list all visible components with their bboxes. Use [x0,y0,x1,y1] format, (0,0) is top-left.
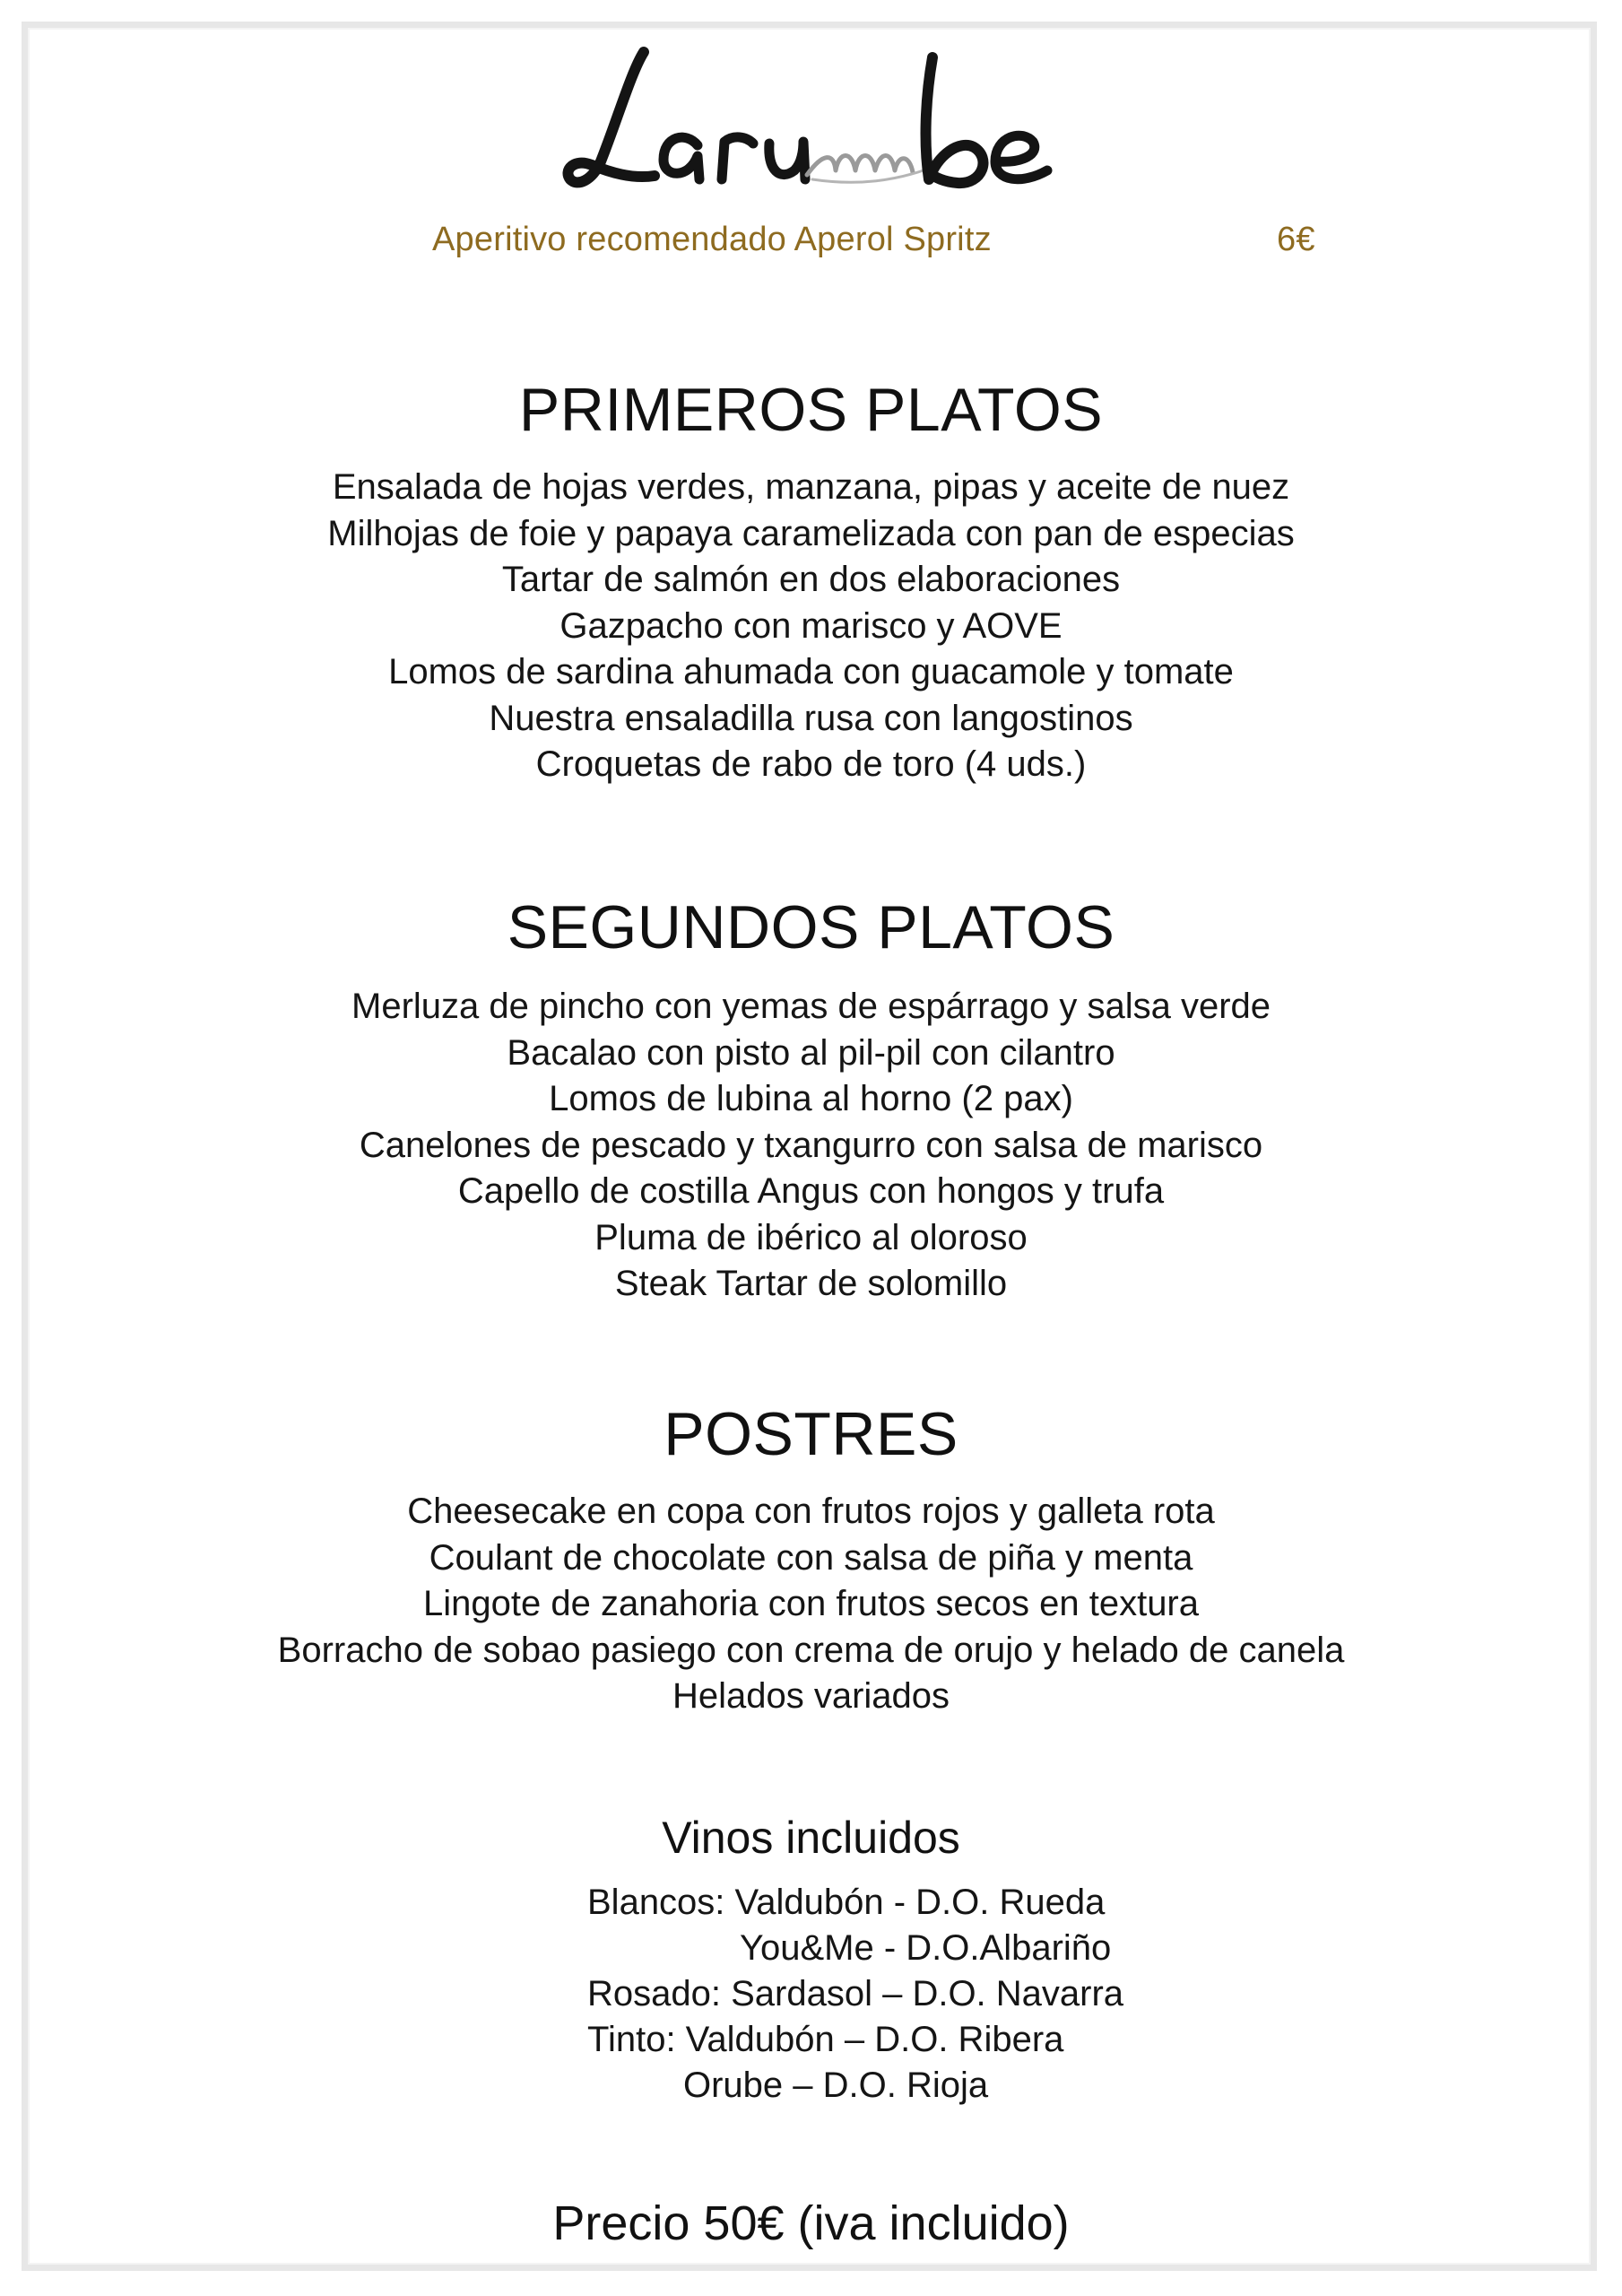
aperitivo-price: 6€ [1277,221,1315,258]
dish-list-postres [0,1489,1622,1720]
wine-line-tinto: Tinto: Valdubón – D.O. Ribera [587,2020,1064,2059]
dish-item: Merluza de pincho con yemas de espárrago y salsa verde [351,987,1271,1026]
section-title-segundos: SEGUNDOS PLATOS [507,893,1115,961]
dish-item: Canelones de pescado y txangurro con salsa de marisco [359,1125,1263,1165]
dish-item: Cheesecake en copa con frutos rojos y galleta rota [407,1492,1215,1531]
dish-item: Pluma de ibérico al oloroso [594,1217,1028,1257]
wine-line-blancos: Blancos: Valdubón - D.O. Rueda [587,1883,1106,1922]
section-title-primeros: PRIMEROS PLATOS [518,376,1104,444]
wine-line-tinto-2: Orube – D.O. Rioja [683,2066,989,2105]
dish-item: Milhojas de foie y papaya caramelizada con pan de especias [327,513,1295,553]
dish-item: Tartar de salmón en dos elaboraciones [501,560,1121,599]
dish-list-segundos [0,984,1622,1308]
vinos-title: Vinos incluidos [662,1813,960,1863]
dish-item: Ensalada de hojas verdes, manzana, pipas y aceite de nuez [332,467,1290,507]
wine-line-blancos-2: You&Me - D.O.Albariño [740,1928,1112,1968]
dish-item: Helados variados [672,1676,950,1716]
dish-item: Coulant de chocolate con salsa de piña y menta [429,1537,1193,1578]
dish-item: Nuestra ensaladilla rusa con langostinos [489,698,1133,738]
section-title-postres: POSTRES [664,1400,958,1468]
dish-list-primeros [0,465,1622,788]
dish-item: Capello de costilla Angus con hongos y trufa [457,1171,1165,1211]
dish-item: Borracho de sobao pasiego con crema de orujo y helado de canela [277,1630,1345,1670]
dish-item: Bacalao con pisto al pil-pil con cilantro [507,1032,1115,1073]
dish-item: Lingote de zanahoria con frutos secos en textura [423,1584,1199,1623]
wine-line-rosado: Rosado: Sardasol – D.O. Navarra [587,1974,1124,2013]
dish-item: Lomos de sardina ahumada con guacamole y tomate [388,652,1234,691]
dish-item: Lomos de lubina al horno (2 pax) [549,1079,1073,1118]
larumbe-logo [538,36,1076,206]
aperitivo-label: Aperitivo recomendado Aperol Spritz [432,221,992,258]
dish-item: Gazpacho con marisco y AOVE [559,605,1063,646]
dish-item: Croquetas de rabo de toro (4 uds.) [535,744,1087,784]
menu-price: Precio 50€ (iva incluido) [552,2196,1070,2250]
dish-item: Steak Tartar de solomillo [614,1264,1008,1303]
